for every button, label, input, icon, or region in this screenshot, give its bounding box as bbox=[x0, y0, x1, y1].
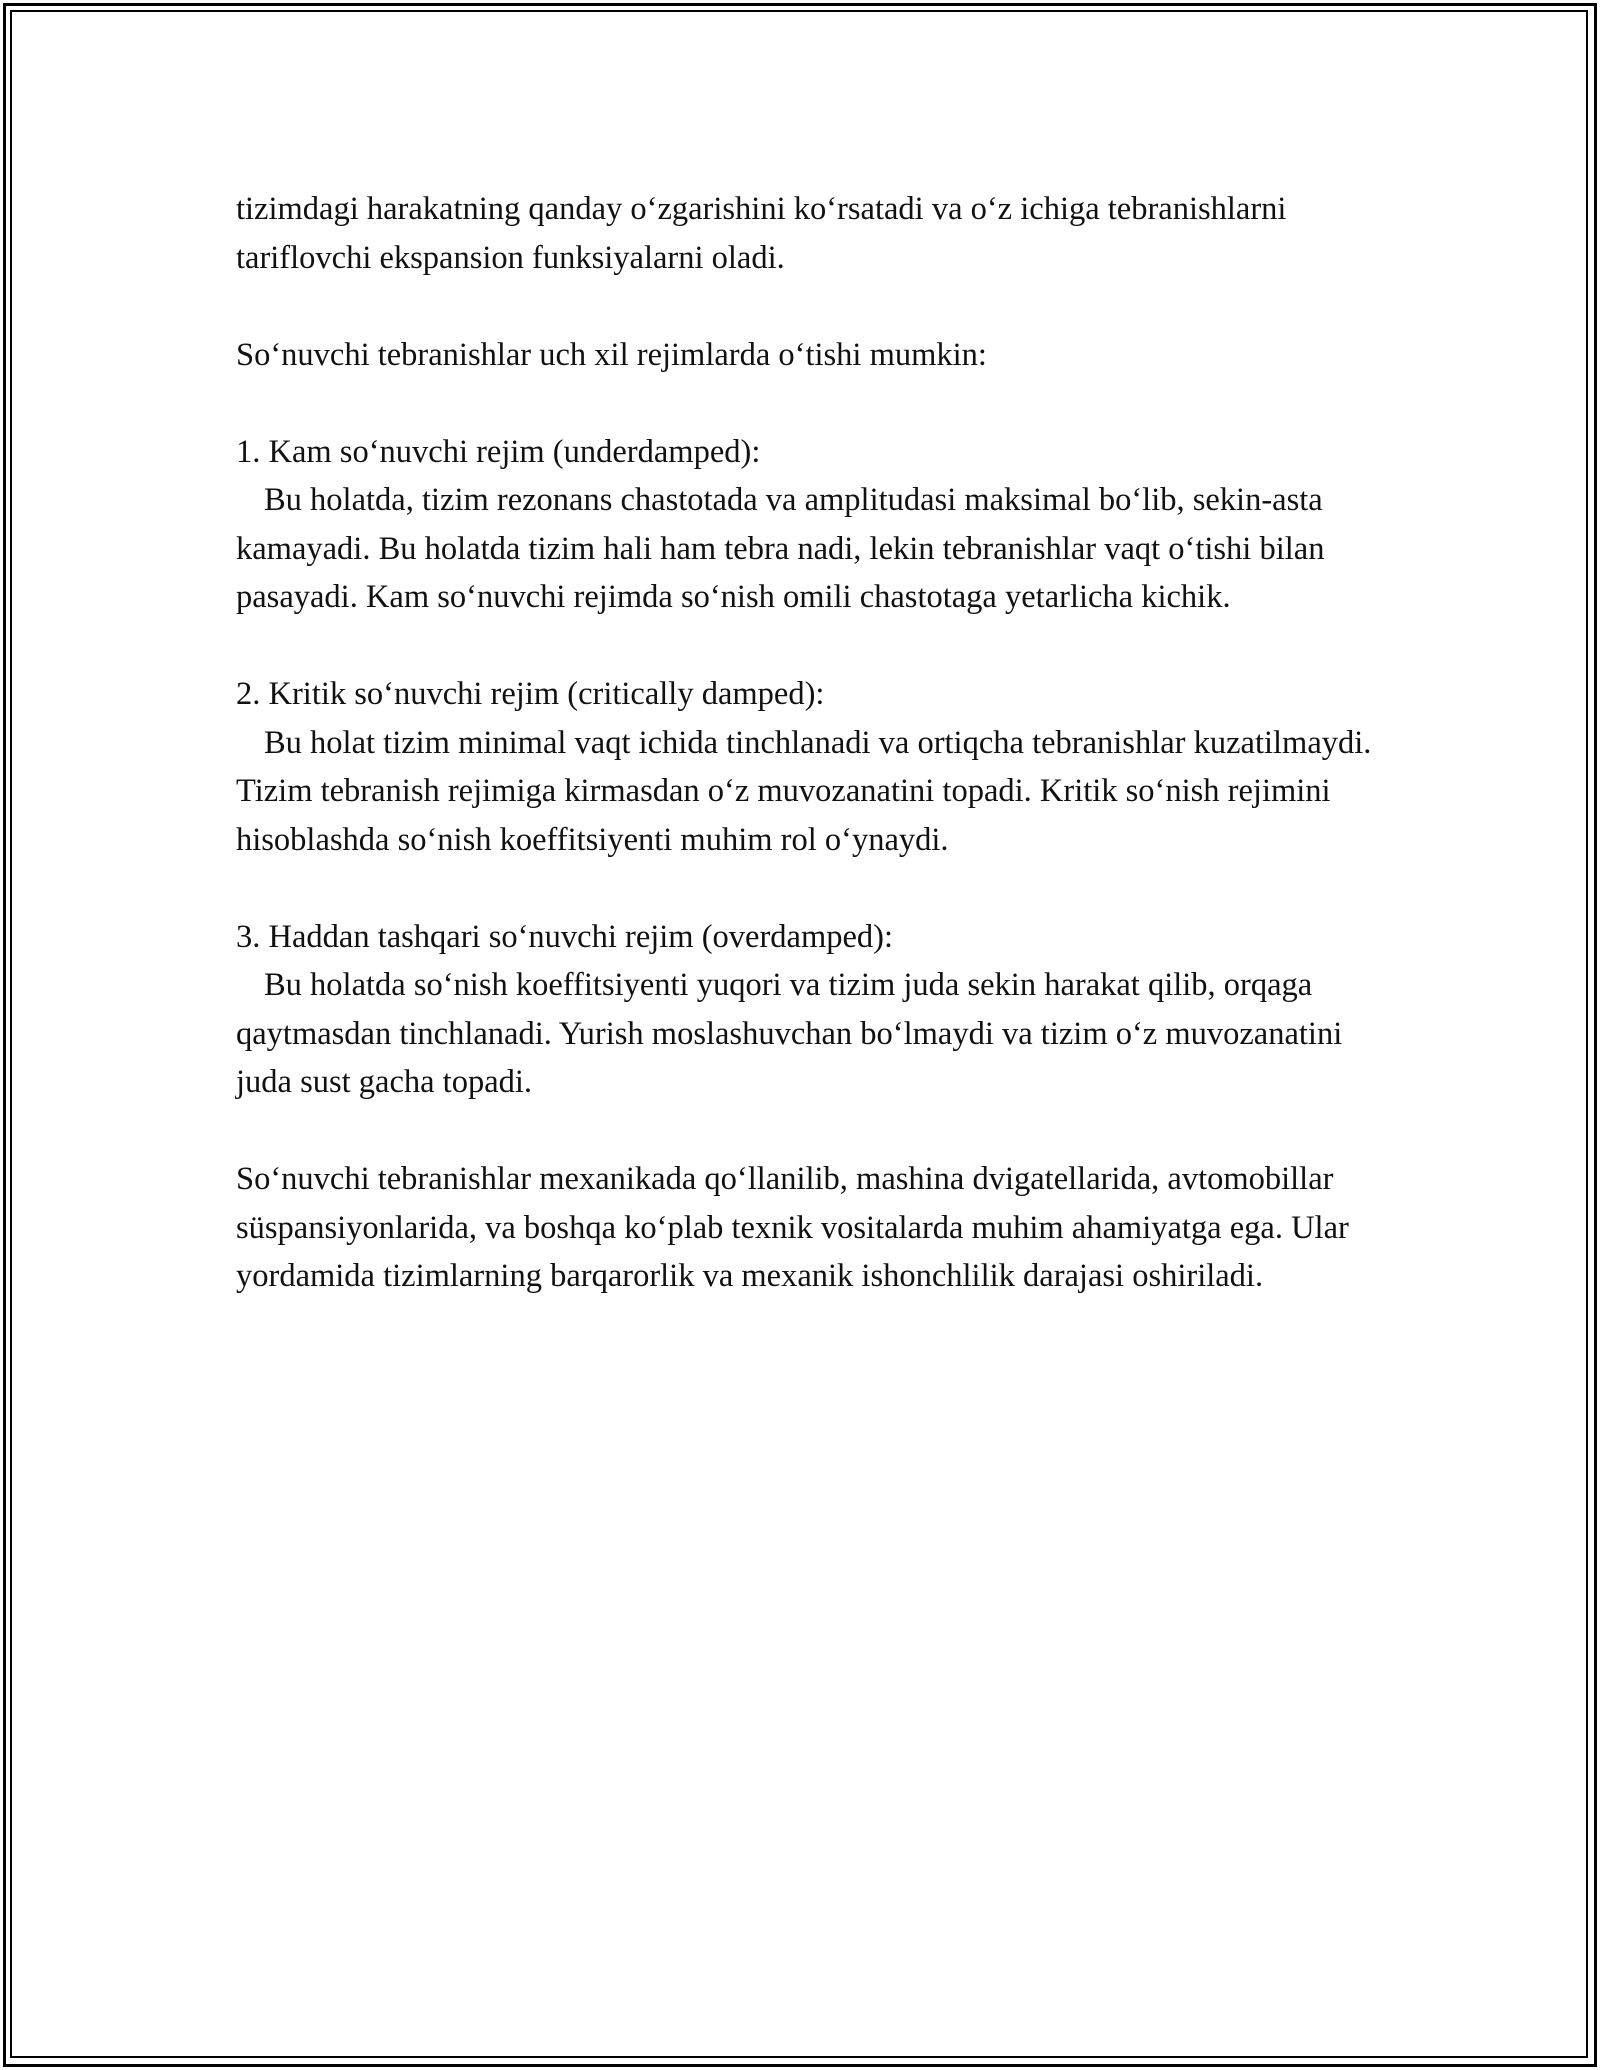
regime-description: Bu holatda so‘nish koeffitsiyenti yuqori va tizim juda sekin harakat qilib, orqaga qaytmasdan tinchlanadi. Yurish moslashuvchan bo‘lmaydi va tizim o‘z muvozanatini juda sust gacha topadi. bbox=[236, 967, 1343, 1100]
regime-heading: 3. Haddan tashqari so‘nuvchi rejim (overdamped): bbox=[236, 918, 894, 955]
lead-paragraph: So‘nuvchi tebranishlar uch xil rejimlarda o‘tishi mumkin: bbox=[236, 336, 987, 373]
regime-description: Bu holat tizim minimal vaqt ichida tinchlanadi va ortiqcha tebranishlar kuzatilmaydi. Tizim tebranish rejimiga kirmasdan o‘z muvozanatini topadi. Kritik so‘nish rejimini hisoblashda so‘nish koeffitsiyenti muhim rol o‘ynaydi. bbox=[236, 724, 1372, 858]
regime-heading: 1. Kam so‘nuvchi rejim (underdamped): bbox=[236, 433, 761, 470]
regime-description: Bu holatda, tizim rezonans chastotada va amplitudasi maksimal bo‘lib, sekin-asta kamayadi. Bu holatda tizim hali ham tebra nadi, lekin tebranishlar vaqt o‘tishi bilan pasayadi. Kam so‘nuvchi rejimda so‘nish omili chastotaga yetarlicha kichik. bbox=[236, 482, 1325, 615]
regime-heading: 2. Kritik so‘nuvchi rejim (critically damped): bbox=[236, 676, 825, 712]
intro-paragraph: tizimdagi harakatning qanday o‘zgarishini ko‘rsatadi va o‘z ichiga tebranishlarni tariflovchi ekspansion funksiyalarni oladi. bbox=[236, 191, 1287, 276]
regime-section-overdamped bbox=[236, 913, 1386, 1107]
regime-section-underdamped bbox=[236, 428, 1386, 622]
conclusion-paragraph: So‘nuvchi tebranishlar mexanikada qo‘llanilib, mashina dvigatellarida, avtomobillar süspansiyonlarida, va boshqa ko‘plab texnik vositalarda muhim ahamiyatga ega. Ular yordamida tizimlarning barqarorlik va mexanik ishonchlilik darajasi oshiriladi. bbox=[236, 1161, 1349, 1294]
document-body bbox=[236, 185, 1386, 1349]
regime-section-critically-damped bbox=[236, 670, 1386, 864]
